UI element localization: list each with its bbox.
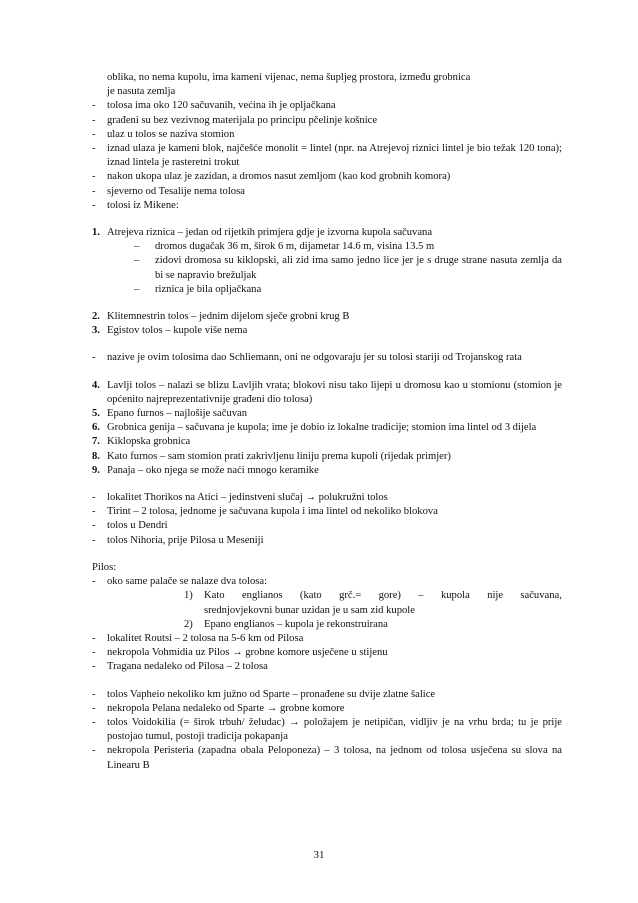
list-item-text: oko same palače se nalaze dva tolosa:	[107, 576, 268, 588]
list-item-text: lokalitet Routsi – 2 tolosa na 5-6 km od Pilosa	[107, 632, 304, 644]
dash-marker: -	[92, 520, 96, 532]
sub-item-text: dromos dugačak 36 m, širok 6 m, dijametar 14.6 m, visina 13.5 m	[155, 241, 435, 253]
dash-marker: –	[134, 255, 140, 267]
item-number: 4.	[92, 379, 100, 391]
item-number: 8.	[92, 450, 100, 462]
dash-marker: -	[92, 534, 96, 546]
dash-marker: -	[92, 352, 96, 364]
word: (kato	[299, 590, 322, 602]
numbered-item	[92, 226, 562, 240]
list-item	[92, 142, 562, 170]
dash-marker: -	[92, 171, 96, 183]
word: nije	[487, 590, 504, 602]
section-heading: Pilos:	[92, 561, 117, 573]
dash-marker: -	[92, 576, 96, 588]
list-item-text: nekropola Vohmidia uz Pilos → grobne komore usječene u stijenu	[107, 647, 388, 659]
list-item	[92, 575, 562, 589]
list-item-text: tolos Nihoria, prije Pilosa u Meseniji	[107, 534, 264, 546]
item-text: Egistov tolos – kupole više nema	[107, 325, 248, 337]
item-text: Klitemnestrin tolos – jednim dijelom sječe grobni krug B	[107, 311, 350, 323]
numbered-item	[92, 450, 562, 464]
dash-marker: -	[92, 199, 96, 211]
dash-marker: -	[92, 632, 96, 644]
text-line: srednjovjekovni bunar uzidan je u sam zid kupole	[204, 604, 415, 616]
list-item	[92, 491, 562, 505]
list-item-text: nakon ukopa ulaz je zazidan, a dromos nasut zemljom (kao kod grobnih komora)	[107, 171, 451, 183]
text-line: je nasuta zemlja	[107, 86, 176, 98]
sub-list-item	[134, 240, 562, 254]
paragraph-continuation	[92, 71, 562, 99]
list-item	[92, 99, 562, 113]
list-item-text: građeni su bez vezivnog materijala po principu pčelinje košnice	[107, 114, 378, 126]
enum-number: 2)	[184, 618, 193, 630]
note-text: nazive je ovim tolosima dao Schliemann, oni ne odgovaraju jer su tolosi stariji od Trojanskog rata	[107, 352, 522, 364]
enumerated-item	[184, 618, 562, 632]
numbered-item	[92, 421, 562, 435]
word: –	[418, 590, 424, 602]
item-number: 9.	[92, 464, 100, 476]
list-item	[92, 199, 562, 213]
dash-list	[92, 688, 562, 773]
item-text: Atrejeva riznica – jedan od rijetkih primjera gdje je izvorna kupola sačuvana	[107, 227, 433, 239]
dash-marker: -	[92, 506, 96, 518]
enum-number: 1)	[184, 590, 193, 602]
dash-marker: -	[92, 702, 96, 714]
item-number: 2.	[92, 311, 100, 323]
text-line: oblika, no nema kupolu, ima kameni vijenac, nema šupljeg prostora, između grobnica	[107, 72, 471, 83]
dash-marker: -	[92, 661, 96, 673]
note-item	[92, 351, 562, 365]
list-item-text: Tragana nedaleko od Pilosa – 2 tolosa	[107, 661, 268, 673]
item-text: Grobnica genija – sačuvana je kupola; ime je dobio iz lokalne tradicije; stomion ima lintel od 3 dijela	[107, 422, 537, 434]
item-text: Panaja – oko njega se može naći mnogo keramike	[107, 464, 319, 476]
sub-item-text: riznica je bila opljačkana	[155, 283, 262, 295]
numbered-item	[92, 407, 562, 421]
dash-marker: -	[92, 114, 96, 126]
numbered-item	[92, 310, 562, 324]
list-item-text: tolos Voidokilia (= širok trbuh/ želudac) → položajem je netipičan, vidljiv je na vrhu brda; tu je prije postojao tumul, postoji tradicija pokapanja	[107, 716, 562, 743]
list-item	[92, 128, 562, 142]
word: kupola	[440, 590, 470, 602]
list-item	[92, 688, 562, 702]
list-item-text: tolos u Dendri	[107, 520, 168, 532]
list-item-text: Tirint – 2 tolosa, jednome je sačuvana kupola i ima lintel od nekoliko blokova	[107, 506, 438, 518]
numbered-item	[92, 379, 562, 407]
item-text: Kato furnos – sam stomion prati zakrivljenu liniju prema kupoli (rijedak primjer)	[107, 450, 451, 462]
dash-marker: -	[92, 745, 96, 757]
dash-marker: -	[92, 647, 96, 659]
word: Kato	[204, 590, 225, 602]
enumerated-list	[92, 589, 562, 632]
list-item	[92, 505, 562, 519]
item-text: Kiklopska grobnica	[107, 436, 191, 448]
sub-list-item	[134, 254, 562, 282]
list-item	[92, 716, 562, 744]
list-item	[92, 744, 562, 772]
list-item-text: ulaz u tolos se naziva stomion	[107, 128, 235, 140]
item-number: 1.	[92, 227, 100, 239]
list-item-text: nekropola Peristeria (zapadna obala Peloponeza) – 3 tolosa, na jednom od tolosa usječena su slova na Linearu B	[107, 745, 562, 771]
item-text: Lavlji tolos – nalazi se blizu Lavljih vrata; blokovi nisu tako lijepi u dromosu kao u stomionu (stomion je općenito najreprezentativnije građeni dio tolosa)	[107, 379, 562, 405]
list-item	[92, 660, 562, 674]
list-item-text: tolosa ima oko 120 sačuvanih, većina ih je opljačkana	[107, 100, 336, 112]
dash-marker: -	[92, 185, 96, 197]
list-item-text: nekropola Pelana nedaleko od Sparte → grobne komore	[107, 702, 345, 714]
list-item	[92, 702, 562, 716]
list-item	[92, 534, 562, 548]
dash-marker: –	[134, 283, 140, 295]
list-item-text: tolos Vapheio nekoliko km južno od Sparte – pronađene su dvije zlatne šalice	[107, 688, 436, 700]
item-number: 6.	[92, 422, 100, 434]
dash-marker: -	[92, 143, 96, 155]
list-item	[92, 632, 562, 646]
list-item-text: iznad ulaza je kameni blok, najčešće monolit = lintel (npr. na Atrejevoj riznici lintel je bio težak 120 tona); iznad lintela je rasteretni trokut	[107, 143, 562, 169]
sub-item-text: zidovi dromosa su kiklopski, ali zid ima samo jedno lice jer je s druge strane nasuta zemlja da bi se napravio brežuljak	[155, 255, 562, 281]
dash-marker: -	[92, 100, 96, 112]
word: gore)	[378, 590, 401, 602]
item-text: Epano furnos – najlošije sačuvan	[107, 408, 248, 420]
item-number: 5.	[92, 408, 100, 420]
page-number: 31	[313, 849, 325, 861]
list-item	[92, 646, 562, 660]
dash-list	[92, 99, 562, 213]
enumerated-item	[184, 589, 562, 617]
list-item-text: tolosi iz Mikene:	[107, 199, 179, 211]
numbered-item	[92, 435, 562, 449]
page-body	[92, 71, 562, 773]
dash-list	[92, 491, 562, 548]
list-item	[92, 519, 562, 533]
list-item-text: sjeverno od Tesalije nema tolosa	[107, 185, 245, 197]
list-item-text: lokalitet Thorikos na Atici – jedinstveni slučaj → polukružni tolos	[107, 492, 388, 504]
dash-marker: –	[134, 241, 140, 253]
word: sačuvana,	[520, 590, 562, 602]
justified-line	[204, 589, 562, 603]
numbered-item	[92, 464, 562, 478]
list-item	[92, 170, 562, 184]
list-item	[92, 185, 562, 199]
sub-list-item	[134, 283, 562, 297]
item-number: 7.	[92, 436, 100, 448]
enum-text: Epano englianos – kupola je rekonstruirana	[204, 618, 388, 630]
dash-marker: -	[92, 716, 96, 728]
dash-marker: -	[92, 492, 96, 504]
word: englianos	[241, 590, 283, 602]
sub-list	[92, 240, 562, 297]
item-number: 3.	[92, 325, 100, 337]
word: grč.=	[339, 590, 362, 602]
dash-marker: -	[92, 688, 96, 700]
list-item	[92, 114, 562, 128]
dash-marker: -	[92, 128, 96, 140]
numbered-item	[92, 324, 562, 338]
